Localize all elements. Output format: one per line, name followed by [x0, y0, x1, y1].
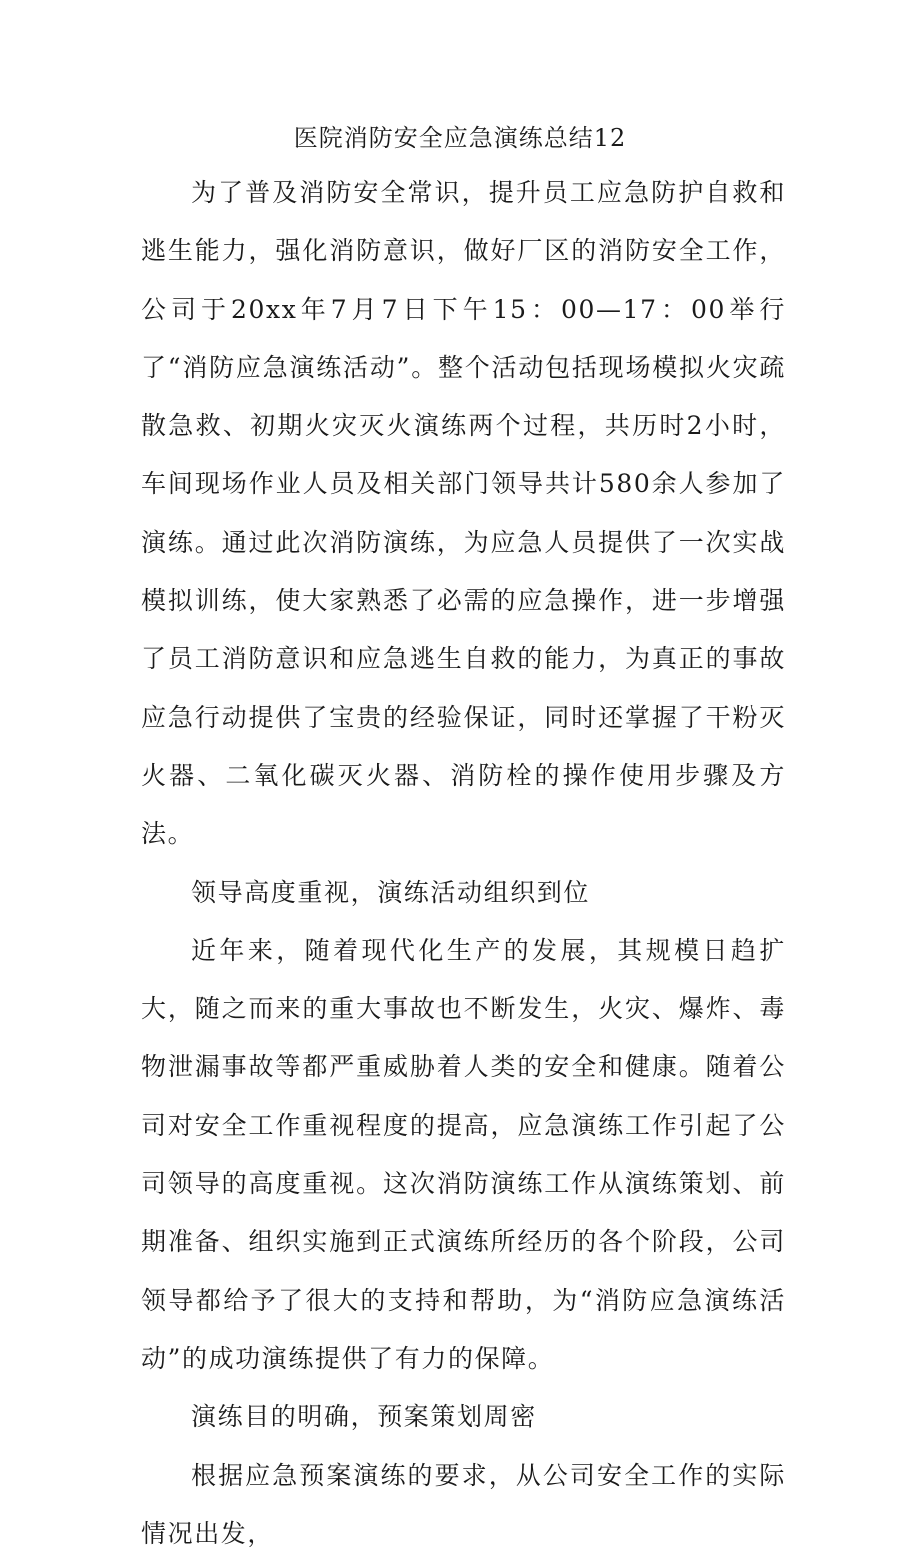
paragraph-leadership: 近年来，随着现代化生产的发展，其规模日趋扩大，随之而来的重大事故也不断发生，火灾、爆炸、毒物泄漏事故等都严重威胁着人类的安全和健康。随着公司对安全工作重视程度的提高，应急演练工作引起了公司领导的高度重视。这次消防演练工作从演练策划、前期准备、组织实施到正式演练所经历的各个阶段，公司领导都给予了很大的支持和帮助，为“消防应急演练活动”的成功演练提供了有力的保障。	[141, 935, 786, 1373]
document-title: 医院消防安全应急演练总结12	[293, 124, 627, 152]
section-heading-leadership: 领导高度重视，演练活动组织到位	[191, 877, 591, 907]
section-heading-purpose: 演练目的明确，预案策划周密	[191, 1402, 537, 1432]
paragraph-intro: 为了普及消防安全常识，提升员工应急防护自救和逃生能力，强化消防意识，做好厂区的消防安全工作，公司于20xx年7月7日下午15：00—17：00举行了“消防应急演练活动”。整个活动包括现场模拟火灾疏散急救、初期火灾灭火演练两个过程，共历时2小时，车间现场作业人员及相关部门领导共计580余人参加了演练。通过此次消防演练，为应急人员提供了一次实战模拟训练，使大家熟悉了必需的应急操作，进一步增强了员工消防意识和应急逃生自救的能力，为真正的事故应急行动提供了宝贵的经验保证，同时还掌握了干粉灭火器、二氧化碳灭火器、消防栓的操作使用步骤及方法。	[141, 178, 786, 849]
document-body	[141, 164, 786, 1563]
paragraph-purpose: 根据应急预案演练的要求，从公司安全工作的实际情况出发，	[141, 1460, 786, 1548]
